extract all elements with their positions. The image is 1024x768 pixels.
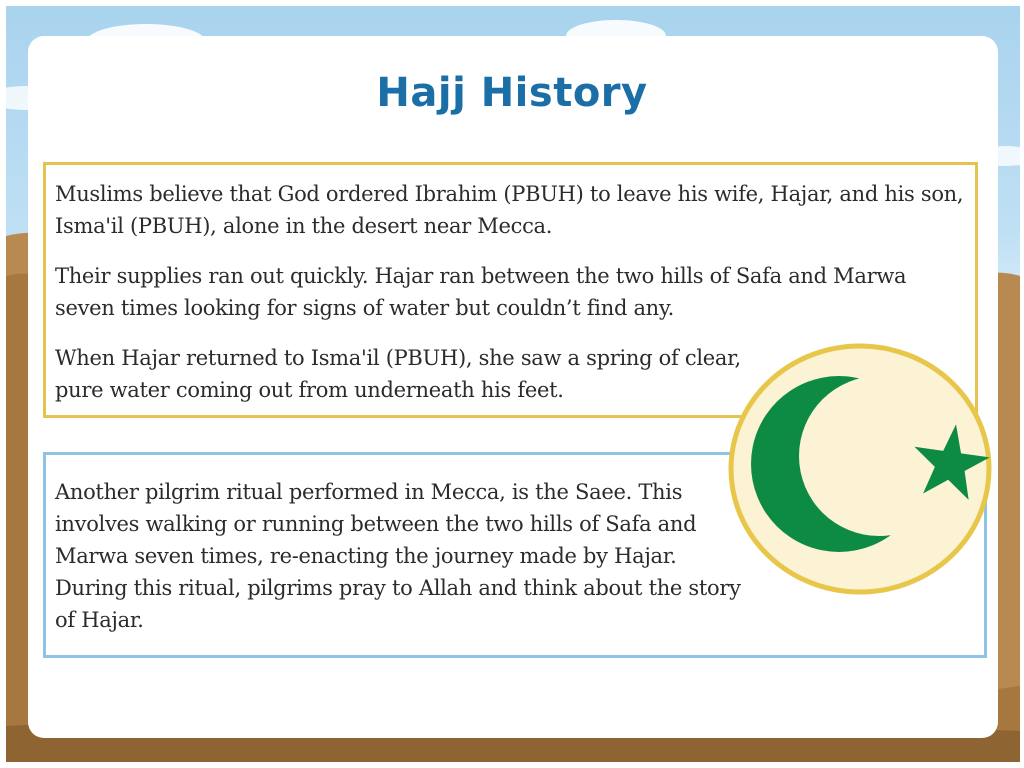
story-paragraph-3: When Hajar returned to Isma'il (PBUH), she saw a spring of clear, pure water coming out from underneath his feet. xyxy=(55,346,741,402)
story-paragraph-2: Their supplies ran out quickly. Hajar ran between the two hills of Safa and Marwa seven times looking for signs of water but couldn’t find any. xyxy=(55,264,907,320)
ritual-paragraph: Another pilgrim ritual performed in Mecca, is the Saee. This involves walking or running between the two hills of Safa and Marwa seven times, re-enacting the journey made by Hajar. During this ritual, pilgrims pray to Allah and think about the story of Hajar. xyxy=(55,480,741,632)
crescent-star-icon xyxy=(727,342,993,596)
page-title: Hajj History xyxy=(376,70,648,116)
story-paragraph-1: Muslims believe that God ordered Ibrahim (PBUH) to leave his wife, Hajar, and his son, Isma'il (PBUH), alone in the desert near Mecca. xyxy=(55,182,964,238)
